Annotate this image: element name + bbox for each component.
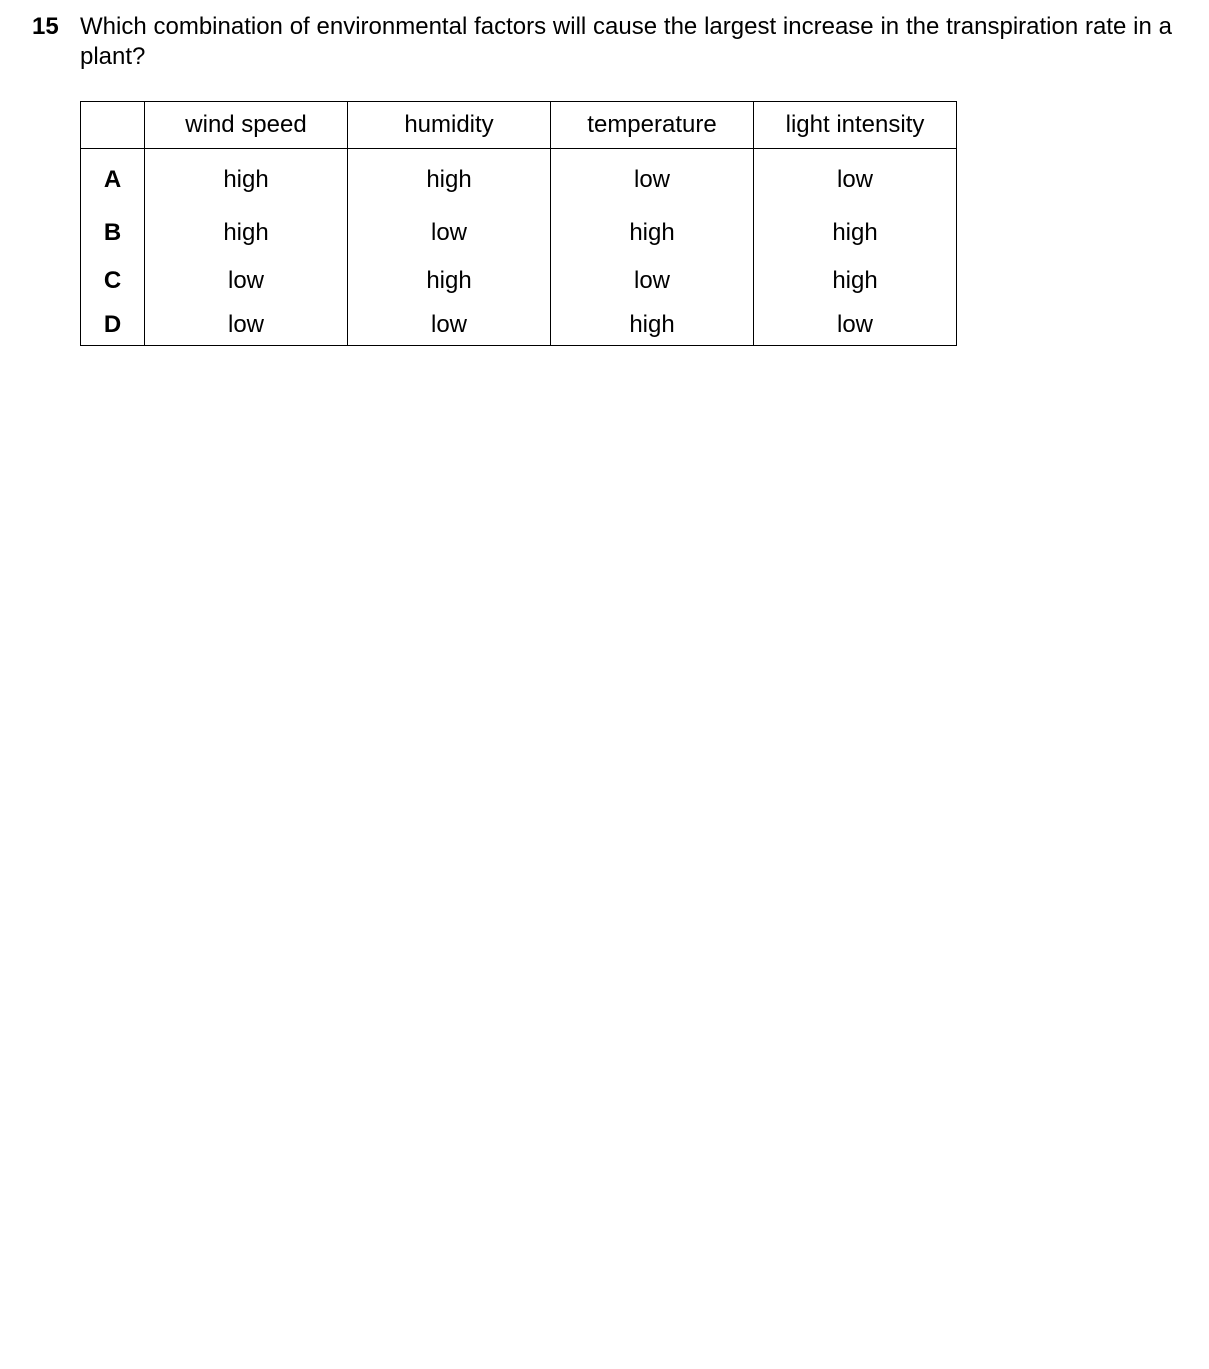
table-row bbox=[81, 149, 957, 210]
cell-wind-speed: high bbox=[145, 149, 348, 210]
question-number: 15 bbox=[32, 13, 59, 40]
question bbox=[32, 12, 1172, 72]
header-humidity: humidity bbox=[348, 102, 551, 149]
cell-humidity: low bbox=[348, 209, 551, 257]
cell-humidity: low bbox=[348, 305, 551, 346]
cell-light-intensity: low bbox=[754, 305, 957, 346]
cell-light-intensity: high bbox=[754, 257, 957, 305]
header-cell-empty bbox=[81, 102, 145, 149]
table-row bbox=[81, 305, 957, 346]
table-header-row bbox=[81, 102, 957, 149]
header-wind-speed: wind speed bbox=[145, 102, 348, 149]
option-letter: B bbox=[81, 209, 145, 257]
question-text: Which combination of environmental factors will cause the largest increase in the transpiration rate in a plant? bbox=[80, 13, 1172, 70]
table-row bbox=[81, 257, 957, 305]
options-table bbox=[80, 101, 957, 346]
cell-wind-speed: high bbox=[145, 209, 348, 257]
cell-temperature: high bbox=[551, 305, 754, 346]
cell-wind-speed: low bbox=[145, 305, 348, 346]
cell-temperature: low bbox=[551, 149, 754, 210]
cell-light-intensity: high bbox=[754, 209, 957, 257]
cell-temperature: high bbox=[551, 209, 754, 257]
table-row bbox=[81, 209, 957, 257]
header-light-intensity: light intensity bbox=[754, 102, 957, 149]
cell-light-intensity: low bbox=[754, 149, 957, 210]
header-temperature: temperature bbox=[551, 102, 754, 149]
cell-wind-speed: low bbox=[145, 257, 348, 305]
option-letter: D bbox=[81, 305, 145, 346]
cell-humidity: high bbox=[348, 149, 551, 210]
cell-temperature: low bbox=[551, 257, 754, 305]
cell-humidity: high bbox=[348, 257, 551, 305]
option-letter: C bbox=[81, 257, 145, 305]
option-letter: A bbox=[81, 149, 145, 210]
